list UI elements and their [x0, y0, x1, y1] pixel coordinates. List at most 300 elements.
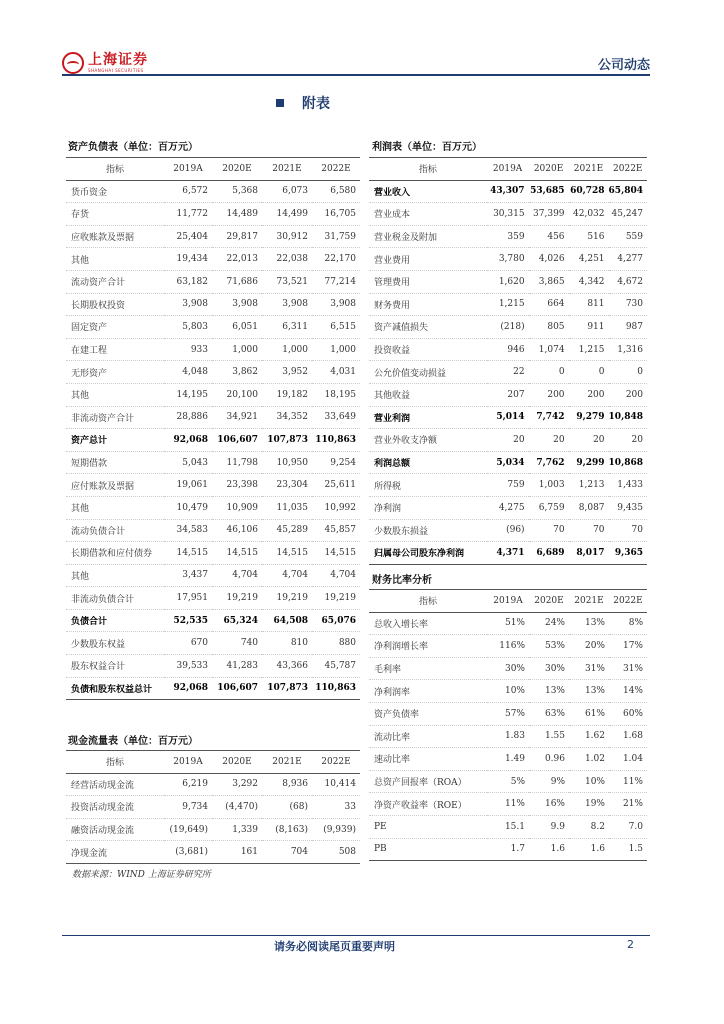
table-row: [369, 225, 647, 248]
cell-value: 8%: [609, 612, 647, 635]
cell-value: 45,289: [262, 519, 312, 542]
row-label: PE: [369, 815, 487, 838]
row-label: 资产总计: [66, 429, 164, 452]
table-row: [66, 796, 360, 819]
row-label: 流动资产合计: [66, 270, 164, 293]
cell-value: 1,620: [487, 270, 529, 293]
column-header-label: 指标: [369, 590, 487, 613]
cell-value: 20: [569, 429, 609, 452]
cell-value: 456: [529, 225, 569, 248]
row-label: 非流动负债合计: [66, 587, 164, 610]
row-label: 无形资产: [66, 361, 164, 384]
table-row: [66, 383, 360, 406]
cell-value: 3,908: [262, 293, 312, 316]
cell-value: 20: [487, 429, 529, 452]
row-label: 营业外收支净额: [369, 429, 487, 452]
cell-value: 704: [262, 841, 312, 864]
cell-value: 810: [262, 632, 312, 655]
cell-value: 6,515: [312, 316, 360, 339]
cell-value: 34,921: [212, 406, 262, 429]
table-row: [369, 635, 647, 658]
cell-value: 1,003: [529, 474, 569, 497]
cell-value: 3,862: [212, 361, 262, 384]
cell-value: 14,515: [212, 542, 262, 565]
cell-value: 23,398: [212, 474, 262, 497]
cell-value: 11%: [609, 770, 647, 793]
cell-value: 16,705: [312, 203, 360, 226]
logo-icon: [62, 52, 84, 74]
footer-divider: [62, 935, 650, 936]
cell-value: 1.7: [487, 838, 529, 861]
cell-value: 11,798: [212, 451, 262, 474]
cell-value: 6,580: [312, 180, 360, 203]
table-row: [369, 519, 647, 542]
row-label: 营业费用: [369, 248, 487, 271]
cell-value: 53,685: [529, 180, 569, 203]
cell-value: 63,182: [164, 270, 212, 293]
cell-value: 14,515: [164, 542, 212, 565]
table-row: [369, 748, 647, 771]
cell-value: 8.2: [569, 815, 609, 838]
table-row: [369, 793, 647, 816]
cell-value: 8,087: [569, 496, 609, 519]
cell-value: (96): [487, 519, 529, 542]
column-header-year: 2019A: [164, 158, 212, 181]
table-row: [369, 248, 647, 271]
row-label: 营业成本: [369, 203, 487, 226]
cell-value: 1.83: [487, 725, 529, 748]
cell-value: 64,508: [262, 609, 312, 632]
table-row: [369, 270, 647, 293]
cell-value: 670: [164, 632, 212, 655]
cell-value: 17%: [609, 635, 647, 658]
cell-value: 987: [609, 316, 647, 339]
table-row: [369, 542, 647, 565]
row-label: 营业税金及附加: [369, 225, 487, 248]
column-header-year: 2021E: [262, 158, 312, 181]
cell-value: 11,772: [164, 203, 212, 226]
cell-value: 17,951: [164, 587, 212, 610]
cell-value: 759: [487, 474, 529, 497]
cell-value: 6,572: [164, 180, 212, 203]
row-label: 投资收益: [369, 338, 487, 361]
cell-value: 19,061: [164, 474, 212, 497]
cell-value: 70: [569, 519, 609, 542]
row-label: 在建工程: [66, 338, 164, 361]
cell-value: 14,489: [212, 203, 262, 226]
cell-value: 60%: [609, 702, 647, 725]
row-label: 存货: [66, 203, 164, 226]
cell-value: 8,017: [569, 542, 609, 565]
row-label: 净利润率: [369, 680, 487, 703]
cell-value: 1,215: [487, 293, 529, 316]
cell-value: 516: [569, 225, 609, 248]
cell-value: 1,433: [609, 474, 647, 497]
column-header-year: 2020E: [529, 590, 569, 613]
column-header-year: 2019A: [487, 158, 529, 181]
row-label: 毛利率: [369, 657, 487, 680]
page-number: 2: [627, 938, 634, 951]
row-label: 净现金流: [66, 841, 164, 864]
cell-value: 1.6: [569, 838, 609, 861]
table-row: [66, 609, 360, 632]
cell-value: 45,787: [312, 655, 360, 678]
cell-value: 106,607: [212, 429, 262, 452]
cell-value: 6,311: [262, 316, 312, 339]
cell-value: 9.9: [529, 815, 569, 838]
cell-value: 6,689: [529, 542, 569, 565]
cell-value: 1.49: [487, 748, 529, 771]
cell-value: 71,686: [212, 270, 262, 293]
cell-value: 10,414: [312, 773, 360, 796]
cell-value: 13%: [569, 680, 609, 703]
cell-value: 10,992: [312, 496, 360, 519]
table-row: [369, 361, 647, 384]
cell-value: 1,215: [569, 338, 609, 361]
cell-value: 52,535: [164, 609, 212, 632]
company-logo: [62, 52, 148, 74]
table-row: [369, 815, 647, 838]
cell-value: 3,780: [487, 248, 529, 271]
cell-value: 25,404: [164, 225, 212, 248]
cell-value: 11,035: [262, 496, 312, 519]
table-row: [369, 451, 647, 474]
cell-value: 811: [569, 293, 609, 316]
cash-flow-table: [66, 750, 360, 864]
cell-value: 3,437: [164, 564, 212, 587]
cell-value: 16%: [529, 793, 569, 816]
cell-value: 14,499: [262, 203, 312, 226]
table-row: [369, 338, 647, 361]
cell-value: 200: [569, 383, 609, 406]
row-label: 负债和股东权益总计: [66, 677, 164, 700]
row-label: 资产负债率: [369, 702, 487, 725]
cell-value: 51%: [487, 612, 529, 635]
cell-value: 92,068: [164, 677, 212, 700]
row-label: 净利润: [369, 496, 487, 519]
column-header-year: 2022E: [312, 158, 360, 181]
cell-value: 46,106: [212, 519, 262, 542]
cell-value: 730: [609, 293, 647, 316]
column-header-label: 指标: [66, 158, 164, 181]
cell-value: 92,068: [164, 429, 212, 452]
cell-value: 4,026: [529, 248, 569, 271]
table-row: [369, 180, 647, 203]
row-label: 应付账款及票据: [66, 474, 164, 497]
cell-value: (8,163): [262, 818, 312, 841]
cell-value: 65,076: [312, 609, 360, 632]
cell-value: 14,515: [262, 542, 312, 565]
cell-value: 0.96: [529, 748, 569, 771]
row-label: 公允价值变动损益: [369, 361, 487, 384]
table-row: [66, 841, 360, 864]
table-row: [66, 270, 360, 293]
cell-value: 19,182: [262, 383, 312, 406]
column-header-year: 2020E: [212, 751, 262, 774]
row-label: 其他: [66, 564, 164, 587]
cell-value: 70: [609, 519, 647, 542]
table-row: [66, 180, 360, 203]
cell-value: 11%: [487, 793, 529, 816]
column-header-label: 指标: [369, 158, 487, 181]
table-row: [66, 587, 360, 610]
table-row: [66, 248, 360, 271]
cell-value: 5,368: [212, 180, 262, 203]
cell-value: 0: [529, 361, 569, 384]
row-label: 少数股东损益: [369, 519, 487, 542]
row-label: 股东权益合计: [66, 655, 164, 678]
row-label: 融资活动现金流: [66, 818, 164, 841]
cell-value: 1.62: [569, 725, 609, 748]
table-row: [369, 316, 647, 339]
cell-value: 41,283: [212, 655, 262, 678]
table-row: [369, 203, 647, 226]
row-label: 速动比率: [369, 748, 487, 771]
cell-value: 30,315: [487, 203, 529, 226]
cell-value: 911: [569, 316, 609, 339]
table-row: [66, 564, 360, 587]
row-label: 长期借款和应付债券: [66, 542, 164, 565]
cell-value: 73,521: [262, 270, 312, 293]
cell-value: 5,034: [487, 451, 529, 474]
cell-value: 4,251: [569, 248, 609, 271]
cell-value: 1,000: [312, 338, 360, 361]
income-statement-table: [369, 157, 647, 565]
cell-value: 25,611: [312, 474, 360, 497]
cell-value: 200: [609, 383, 647, 406]
cell-value: 5,803: [164, 316, 212, 339]
table-row: [369, 612, 647, 635]
cell-value: 70: [529, 519, 569, 542]
cell-value: 9,435: [609, 496, 647, 519]
cell-value: 14,195: [164, 383, 212, 406]
table-header-row: [66, 158, 360, 181]
table-row: [66, 632, 360, 655]
cell-value: 9,365: [609, 542, 647, 565]
cell-value: (3,681): [164, 841, 212, 864]
table-row: [66, 361, 360, 384]
cell-value: 10,868: [609, 451, 647, 474]
cell-value: 106,607: [212, 677, 262, 700]
table-row: [66, 677, 360, 700]
section-title: 公司动态: [597, 58, 650, 73]
cell-value: 7,762: [529, 451, 569, 474]
row-label: 其他: [66, 248, 164, 271]
row-label: 流动负债合计: [66, 519, 164, 542]
cell-value: 30%: [529, 657, 569, 680]
cell-value: 39,533: [164, 655, 212, 678]
row-label: 长期股权投资: [66, 293, 164, 316]
table-header-row: [369, 590, 647, 613]
cell-value: 1.04: [609, 748, 647, 771]
cell-value: 9,254: [312, 451, 360, 474]
row-label: 净资产收益率（ROE）: [369, 793, 487, 816]
row-label: 其他收益: [369, 383, 487, 406]
cell-value: 116%: [487, 635, 529, 658]
row-label: 投资活动现金流: [66, 796, 164, 819]
table-row: [66, 655, 360, 678]
cell-value: 6,219: [164, 773, 212, 796]
cell-value: 22,170: [312, 248, 360, 271]
cell-value: 3,908: [164, 293, 212, 316]
row-label: 应收账款及票据: [66, 225, 164, 248]
cell-value: 13%: [569, 612, 609, 635]
cell-value: 10,848: [609, 406, 647, 429]
cell-value: (218): [487, 316, 529, 339]
cell-value: 31%: [569, 657, 609, 680]
table-row: [369, 657, 647, 680]
cell-value: 4,048: [164, 361, 212, 384]
table-row: [369, 383, 647, 406]
cell-value: 19,219: [262, 587, 312, 610]
cell-value: 5,043: [164, 451, 212, 474]
cell-value: 22,038: [262, 248, 312, 271]
cell-value: 946: [487, 338, 529, 361]
cell-value: 18,195: [312, 383, 360, 406]
cell-value: 880: [312, 632, 360, 655]
cell-value: 4,704: [212, 564, 262, 587]
cell-value: 77,214: [312, 270, 360, 293]
table-row: [66, 451, 360, 474]
cell-value: 0: [569, 361, 609, 384]
cell-value: 20: [529, 429, 569, 452]
header-divider: [62, 74, 650, 76]
table-row: [66, 316, 360, 339]
table-row: [66, 773, 360, 796]
table-header-row: [66, 751, 360, 774]
cell-value: 1.5: [609, 838, 647, 861]
cell-value: 1.02: [569, 748, 609, 771]
cell-value: 559: [609, 225, 647, 248]
cell-value: 10%: [569, 770, 609, 793]
cell-value: 1,074: [529, 338, 569, 361]
cell-value: 23,304: [262, 474, 312, 497]
table-row: [66, 496, 360, 519]
table-row: [66, 225, 360, 248]
cell-value: 4,342: [569, 270, 609, 293]
cell-value: 33: [312, 796, 360, 819]
row-label: 营业利润: [369, 406, 487, 429]
cell-value: 4,672: [609, 270, 647, 293]
cell-value: 110,863: [312, 677, 360, 700]
cell-value: 3,908: [212, 293, 262, 316]
row-label: 财务费用: [369, 293, 487, 316]
cell-value: 28,886: [164, 406, 212, 429]
table-row: [66, 293, 360, 316]
cell-value: 9,299: [569, 451, 609, 474]
table-row: [369, 680, 647, 703]
cell-value: 63%: [529, 702, 569, 725]
cell-value: 30,912: [262, 225, 312, 248]
cell-value: 1,000: [212, 338, 262, 361]
cell-value: 1,339: [212, 818, 262, 841]
cell-value: 4,371: [487, 542, 529, 565]
row-label: 营业收入: [369, 180, 487, 203]
cell-value: 31%: [609, 657, 647, 680]
cell-value: 45,857: [312, 519, 360, 542]
cell-value: 19%: [569, 793, 609, 816]
column-header-year: 2021E: [262, 751, 312, 774]
row-label: 所得税: [369, 474, 487, 497]
cell-value: 10,950: [262, 451, 312, 474]
cell-value: 7.0: [609, 815, 647, 838]
cell-value: (4,470): [212, 796, 262, 819]
row-label: 其他: [66, 496, 164, 519]
cell-value: 1,000: [262, 338, 312, 361]
table-row: [66, 203, 360, 226]
cell-value: 29,817: [212, 225, 262, 248]
cell-value: (19,649): [164, 818, 212, 841]
cell-value: 15.1: [487, 815, 529, 838]
row-label: 净利润增长率: [369, 635, 487, 658]
row-label: 短期借款: [66, 451, 164, 474]
appendix-heading: [276, 93, 330, 113]
row-label: 总收入增长率: [369, 612, 487, 635]
cell-value: 6,073: [262, 180, 312, 203]
row-label: PB: [369, 838, 487, 861]
cell-value: 20%: [569, 635, 609, 658]
cell-value: 43,307: [487, 180, 529, 203]
cell-value: (68): [262, 796, 312, 819]
row-label: 资产减值损失: [369, 316, 487, 339]
cell-value: 10%: [487, 680, 529, 703]
column-header-label: 指标: [66, 751, 164, 774]
cell-value: 30%: [487, 657, 529, 680]
row-label: 货币资金: [66, 180, 164, 203]
row-label: 总资产回报率（ROA）: [369, 770, 487, 793]
cell-value: 43,366: [262, 655, 312, 678]
column-header-year: 2021E: [569, 158, 609, 181]
row-label: 其他: [66, 383, 164, 406]
cell-value: 1.68: [609, 725, 647, 748]
row-label: 经营活动现金流: [66, 773, 164, 796]
table-row: [369, 770, 647, 793]
table-row: [66, 429, 360, 452]
cell-value: 107,873: [262, 429, 312, 452]
cell-value: 5%: [487, 770, 529, 793]
column-header-year: 2020E: [212, 158, 262, 181]
cell-value: 5,014: [487, 406, 529, 429]
table-row: [369, 496, 647, 519]
cell-value: 107,873: [262, 677, 312, 700]
cell-value: 22: [487, 361, 529, 384]
cell-value: 19,219: [312, 587, 360, 610]
cell-value: 9,279: [569, 406, 609, 429]
row-label: 流动比率: [369, 725, 487, 748]
table-row: [369, 429, 647, 452]
column-header-year: 2022E: [312, 751, 360, 774]
cell-value: 57%: [487, 702, 529, 725]
cell-value: 42,032: [569, 203, 609, 226]
income-statement-title: 利润表（单位：百万元）: [372, 142, 482, 153]
logo-english-name: SHANGHAI SECURITIES: [88, 67, 144, 73]
ratios-table: [369, 589, 647, 861]
cell-value: 53%: [529, 635, 569, 658]
cell-value: 65,804: [609, 180, 647, 203]
cell-value: 22,013: [212, 248, 262, 271]
table-row: [369, 293, 647, 316]
cell-value: 24%: [529, 612, 569, 635]
row-label: 非流动资产合计: [66, 406, 164, 429]
cell-value: 61%: [569, 702, 609, 725]
cell-value: 4,277: [609, 248, 647, 271]
cell-value: 45,247: [609, 203, 647, 226]
cash-flow-title: 现金流量表（单位：百万元）: [68, 736, 198, 747]
cell-value: 0: [609, 361, 647, 384]
cell-value: 4,704: [312, 564, 360, 587]
row-label: 固定资产: [66, 316, 164, 339]
cell-value: 19,219: [212, 587, 262, 610]
